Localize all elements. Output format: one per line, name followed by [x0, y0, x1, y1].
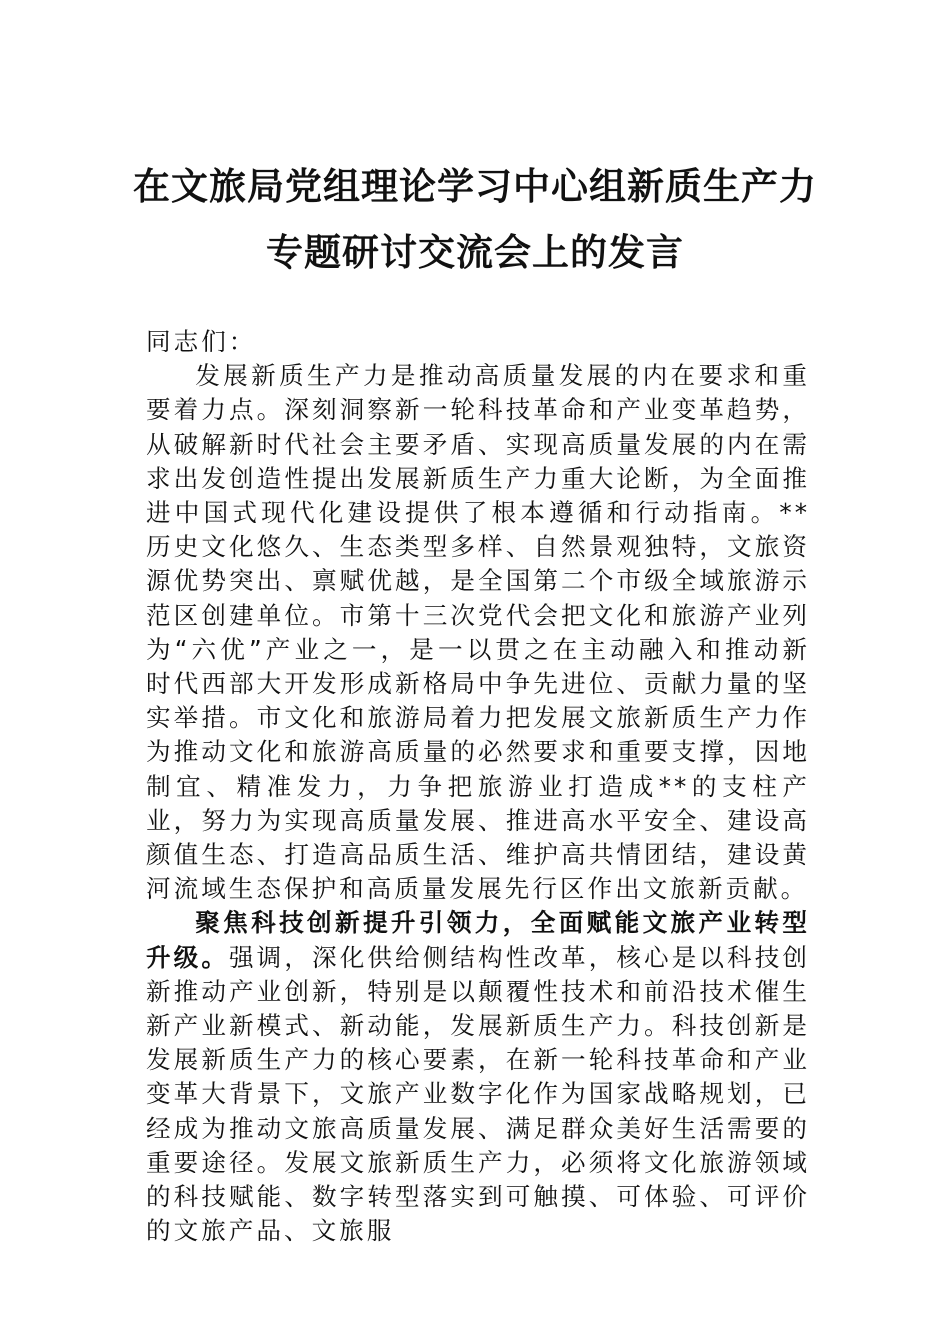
paragraph-lead-heading: 聚焦科技创新提升引领力，全面赋能文旅产业转型升级。 — [146, 908, 810, 972]
document-title-line-2: 专题研讨交流会上的发言 — [266, 230, 684, 274]
salutation: 同志们： — [146, 327, 257, 356]
paragraph-tech-innovation — [146, 906, 810, 1248]
document-body — [146, 325, 810, 1248]
paragraph-intro: 发展新质生产力是推动高质量发展的内在要求和重要着力点。深刻洞察新一轮科技革命和产业变革趋势，从破解新时代社会主要矛盾、实现高质量发展的内在需求出发创造性提出发展新质生产力重大论断，为全面推进中国式现代化建设提供了根本遵循和行动指南。**历史文化悠久、生态类型多样、自然景观独特，文旅资源优势突出、禀赋优越，是全国第二个市级全域旅游示范区创建单位。市第十三次党代会把文化和旅游产业列为“六优”产业之一，是一以贯之在主动融入和推动新时代西部大开发形成新格局中争先进位、贡献力量的坚实举措。市文化和旅游局着力把发展文旅新质生产力作为推动文化和旅游高质量的必然要求和重要支撑，因地制宜、精准发力，力争把旅游业打造成**的支柱产业，努力为实现高质量发展、推进高水平安全、建设高颜值生态、打造高品质生活、维护高共情团结，建设黄河流域生态保护和高质量发展先行区作出文旅新贡献。 — [146, 361, 810, 904]
document-title-line-1: 在文旅局党组理论学习中心组新质生产力 — [133, 164, 817, 208]
paragraph-body-text: 强调，深化供给侧结构性改革，核心是以科技创新推动产业创新，特别是以颠覆性技术和前沿技术催生新产业新模式、新动能，发展新质生产力。科技创新是发展新质生产力的核心要素，在新一轮科技革命和产业变革大背景下，文旅产业数字化作为国家战略规划，已经成为推动文旅高质量发展、满足群众美好生活需要的重要途径。发展文旅新质生产力，必须将文化旅游领域的科技赋能、数字转型落实到可触摸、可体验、可评价的文旅产品、文旅服 — [146, 942, 810, 1246]
